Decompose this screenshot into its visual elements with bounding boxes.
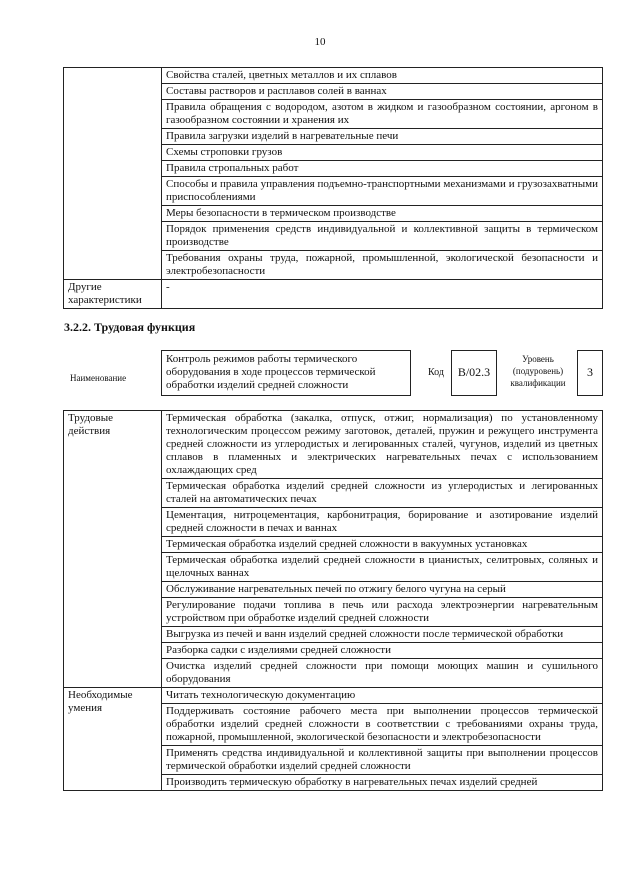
knowledge-item: Способы и правила управления подъемно-транспортными механизмами и грузозахватными приспособлениями — [162, 177, 603, 206]
skills-label: Необходимые умения — [64, 688, 162, 791]
actions-label: Трудовые действия — [64, 411, 162, 688]
table-row — [64, 280, 603, 309]
function-name-box: Контроль режимов работы термического оборудования в ходе процессов термической обработки изделий средней сложности — [161, 350, 411, 396]
page-number: 10 — [314, 36, 326, 48]
action-item: Разборка садки с изделиями средней сложности — [162, 643, 603, 659]
level-value-box: 3 — [577, 350, 603, 396]
knowledge-item: Схемы строповки грузов — [162, 145, 603, 161]
knowledge-item: Порядок применения средств индивидуальной и коллективной защиты в термическом производстве — [162, 222, 603, 251]
skill-item: Применять средства индивидуальной и коллективной защиты при выполнении процессов термической обработки изделий средней сложности — [162, 746, 603, 775]
action-item: Очистка изделий средней сложности при помощи моющих машин и сушильного оборудования — [162, 659, 603, 688]
knowledge-item: Свойства сталей, цветных металлов и их сплавов — [162, 68, 603, 84]
other-characteristics-value: - — [162, 280, 603, 309]
skill-item: Поддерживать состояние рабочего места при выполнении процессов термической обработки изделий средней сложности в соответствии с требованиями охраны труда, пожарной, промышленной, экологической безопасности и электробезопасности — [162, 704, 603, 746]
action-item: Цементация, нитроцементация, карбонитрация, борирование и азотирование изделий средней сложности в печах и ваннах — [162, 508, 603, 537]
name-label: Наименование — [70, 373, 127, 383]
level-label: Уровень (подуровень) квалификации — [510, 354, 566, 388]
other-characteristics-label: Другие характеристики — [64, 280, 162, 309]
knowledge-item: Правила стропальных работ — [162, 161, 603, 177]
code-value-box: B/02.3 — [451, 350, 497, 396]
action-item: Выгрузка из печей и ванн изделий средней сложности после термической обработки — [162, 627, 603, 643]
knowledge-label-cell — [64, 68, 162, 280]
action-item: Термическая обработка (закалка, отпуск, отжиг, нормализация) по установленному технологическим процессом режиму заготовок, деталей, пружин и режущего инструмента средней сложности из углеродистых и легированных сталей, чугунов, изделий из цветных сплавов в пламенных и электрических нагревательных печах с использованием охлаждающих сред — [162, 411, 603, 479]
action-item: Регулирование подачи топлива в печь или расхода электроэнергии нагревательным устройством при обработке изделий средней сложности — [162, 598, 603, 627]
knowledge-item: Меры безопасности в термическом производстве — [162, 206, 603, 222]
labor-function-table — [63, 410, 603, 791]
action-item: Термическая обработка изделий средней сложности в вакуумных установках — [162, 537, 603, 553]
skill-item: Читать технологическую документацию — [162, 688, 603, 704]
table-row — [64, 688, 603, 704]
section-title: 3.2.2. Трудовая функция — [64, 320, 196, 334]
knowledge-item: Требования охраны труда, пожарной, промышленной, экологической безопасности и электробезопасности — [162, 251, 603, 280]
skill-item: Производить термическую обработку в нагревательных печах изделий средней — [162, 775, 603, 791]
knowledge-item: Правила загрузки изделий в нагревательные печи — [162, 129, 603, 145]
knowledge-table — [63, 67, 603, 309]
knowledge-item: Составы растворов и расплавов солей в ваннах — [162, 84, 603, 100]
action-item: Термическая обработка изделий средней сложности из углеродистых и легированных сталей на автоматических печах — [162, 479, 603, 508]
action-item: Обслуживание нагревательных печей по отжигу белого чугуна на серый — [162, 582, 603, 598]
code-label: Код — [428, 367, 444, 378]
table-row — [64, 68, 603, 84]
action-item: Термическая обработка изделий средней сложности в цианистых, селитровых, соляных и щелочных ваннах — [162, 553, 603, 582]
knowledge-item: Правила обращения с водородом, азотом в жидком и газообразном состоянии, аргоном в газообразном состоянии и хранения их — [162, 100, 603, 129]
table-row — [64, 411, 603, 479]
